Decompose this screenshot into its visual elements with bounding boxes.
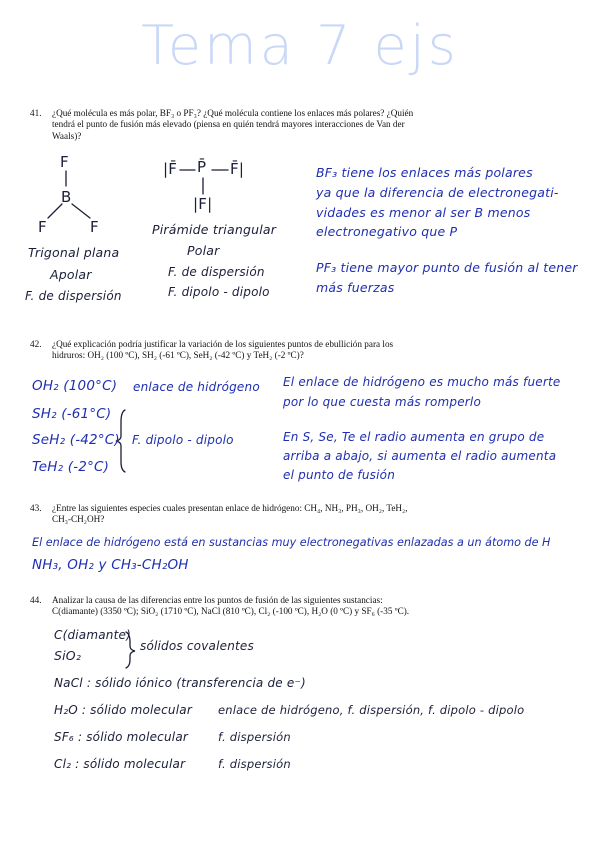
bf3-forces: F. de dispersión <box>25 289 122 303</box>
question-line: ¿Qué molécula es más polar, BF₃ o PF₃? ¿Qué molécula contiene los enlaces más polares? ¿Quién <box>52 108 414 118</box>
question-43 <box>30 503 470 527</box>
nacl-line: NaCl : sólido iónico (transferencia de e⁻) <box>54 676 306 690</box>
question-number: 43. <box>30 503 42 513</box>
q43-answer-line: El enlace de hidrógeno está en sustancias muy electronegativas enlazadas a un átomo de H <box>32 536 551 549</box>
bf3-bond-left <box>48 204 62 218</box>
bf3-polarity: Apolar <box>50 267 92 282</box>
question-line: Waals)? <box>52 130 82 141</box>
group-bond: F. dipolo - dipolo <box>132 433 234 447</box>
h2o-line: H₂O : sólido molecular <box>54 703 192 717</box>
cl2-forces: f. dispersión <box>218 757 291 771</box>
covalent-label: sólidos covalentes <box>140 639 254 653</box>
question-44 <box>30 595 470 619</box>
pf3-atom-f-bottom: |F| <box>193 195 213 213</box>
bf3-bond-right <box>72 204 90 218</box>
h2o-forces: enlace de hidrógeno, f. dispersión, f. dipolo - dipolo <box>218 703 525 717</box>
cl2-line: Cl₂ : sólido molecular <box>54 757 186 771</box>
sh2-label: SH₂ (-61°C) <box>32 406 112 422</box>
question-42 <box>30 339 450 363</box>
q42-answer-line: el punto de fusión <box>283 468 395 482</box>
q42-answer-line: El enlace de hidrógeno es mucho más fuerte <box>283 375 561 389</box>
bf3-atom-b: B <box>61 188 72 206</box>
q43-answer-line: NH₃, OH₂ y CH₃-CH₂OH <box>32 557 189 573</box>
q41-answer-line: BF₃ tiene los enlaces más polares <box>316 165 533 180</box>
question-number: 44. <box>30 595 42 605</box>
page-title: Tema 7 ejs <box>141 14 459 77</box>
pf3-geometry: Pirámide triangular <box>152 222 277 237</box>
sf6-line: SF₆ : sólido molecular <box>54 730 189 744</box>
pf3-atom-p: P̄ <box>197 158 207 176</box>
question-line: ¿Qué explicación podría justificar la variación de los siguientes puntos de ebullición para los <box>52 339 394 349</box>
question-number: 42. <box>30 339 42 349</box>
bf3-geometry: Trigonal plana <box>28 245 120 260</box>
question-line: hidruros: OH₂ (100 ºC), SH₂ (-61 ºC), SeH₂ (-42 ºC) y TeH₂ (-2 ºC)? <box>52 350 304 361</box>
bf3-atom-f-top: F <box>60 153 69 171</box>
question-number: 41. <box>30 108 42 118</box>
oh2-bond: enlace de hidrógeno <box>133 380 260 394</box>
pf3-forces-dipole: F. dipolo - dipolo <box>168 285 270 299</box>
q41-answer-line: ya que la diferencia de electronegati- <box>316 185 559 200</box>
question-line: CH₃-CH₂OH? <box>52 514 105 525</box>
oh2-label: OH₂ (100°C) <box>32 378 118 394</box>
teh2-label: TeH₂ (-2°C) <box>32 459 110 475</box>
bf3-atom-f-left: F <box>38 218 47 236</box>
q41-answer-line: vidades es menor al ser B menos <box>316 205 531 220</box>
seh2-label: SeH₂ (-42°C) <box>32 432 120 448</box>
question-line: C(diamante) (3350 ºC); SiO₂ (1710 ºC), NaCl (810 ºC), Cl₂ (-100 ºC), H₂O (0 ºC) y SF₆ (-35 ºC). <box>52 606 410 617</box>
sf6-forces: f. dispersión <box>218 730 291 744</box>
question-line: Analizar la causa de las diferencias entre los puntos de fusión de las siguientes sustancias: <box>52 595 383 605</box>
q42-answer-line: por lo que cuesta más romperlo <box>283 395 482 409</box>
pf3-atom-f-left: |F̄ <box>163 160 178 178</box>
bf3-atom-f-right: F <box>90 218 99 236</box>
q41-answer-line: PF₃ tiene mayor punto de fusión al tener <box>316 260 578 275</box>
sio2-label: SiO₂ <box>54 648 82 663</box>
pf3-polarity: Polar <box>187 243 220 258</box>
c-diamante-label: C(diamante) <box>54 628 131 642</box>
pf3-atom-f-right: F̄| <box>230 160 245 178</box>
q41-answer-line: más fuerzas <box>316 280 395 295</box>
q42-answer-line: arriba a abajo, si aumenta el radio aumenta <box>283 449 557 463</box>
q41-answer-line: electronegativo que P <box>316 224 458 239</box>
question-line: ¿Entre las siguientes especies cuales presentan enlace de hidrógeno: CH₄, NH₃, PH₃, OH₂, TeH₂, <box>52 503 408 513</box>
q42-answer-line: En S, Se, Te el radio aumenta en grupo de <box>283 430 545 444</box>
question-line: tendrá el punto de fusión más elevado (piensa en quién tendrá mayores interacciones de Van der <box>52 119 405 130</box>
pf3-forces-dispersion: F. de dispersión <box>168 265 265 279</box>
